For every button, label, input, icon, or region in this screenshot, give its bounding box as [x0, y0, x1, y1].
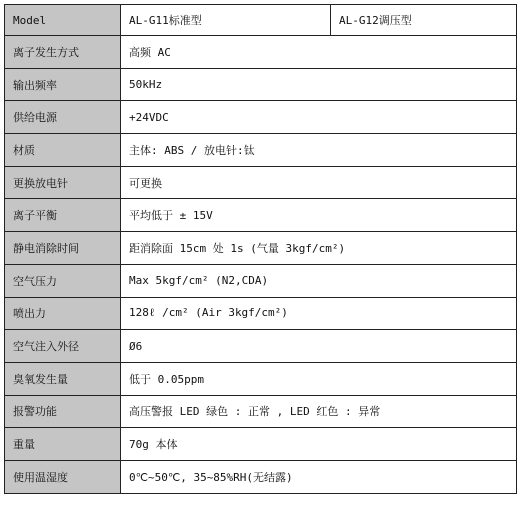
- row-value: 高频 AC: [121, 36, 517, 69]
- row-value: 0℃~50℃, 35~85%RH(无结露): [121, 460, 517, 493]
- row-label: 报警功能: [5, 395, 121, 428]
- table-row: [5, 68, 517, 101]
- row-value: Ø6: [121, 330, 517, 363]
- table-row: [5, 330, 517, 363]
- row-value: 70g 本体: [121, 428, 517, 461]
- row-value: 高压警报 LED 绿色 : 正常 , LED 红色 : 异常: [121, 395, 517, 428]
- row-value: 低于 0.05ppm: [121, 362, 517, 395]
- row-label: 离子平衡: [5, 199, 121, 232]
- row-label: 材质: [5, 134, 121, 167]
- row-value: +24VDC: [121, 101, 517, 134]
- table-row: [5, 166, 517, 199]
- model-al-g11-cell: AL-G11标准型: [121, 5, 331, 36]
- table-row: [5, 395, 517, 428]
- model-al-g12-cell: AL-G12调压型: [331, 5, 517, 36]
- row-label: 静电消除时间: [5, 232, 121, 265]
- row-value: 距消除面 15cm 处 1s (气量 3kgf/cm²): [121, 232, 517, 265]
- table-row: [5, 460, 517, 493]
- row-label: 重量: [5, 428, 121, 461]
- table-row: [5, 199, 517, 232]
- table-row: [5, 36, 517, 69]
- row-value: 50kHz: [121, 68, 517, 101]
- row-label: 离子发生方式: [5, 36, 121, 69]
- row-label: 喷出力: [5, 297, 121, 330]
- table-row: [5, 232, 517, 265]
- row-label: 空气压力: [5, 264, 121, 297]
- row-value: 可更换: [121, 166, 517, 199]
- row-value: Max 5kgf/cm² (N2,CDA): [121, 264, 517, 297]
- table-header-row: [5, 5, 517, 36]
- table-row: [5, 134, 517, 167]
- spec-table: [4, 4, 517, 494]
- row-label: 臭氧发生量: [5, 362, 121, 395]
- table-row: [5, 297, 517, 330]
- row-label: 使用温湿度: [5, 460, 121, 493]
- row-value: 128ℓ /cm² (Air 3kgf/cm²): [121, 297, 517, 330]
- table-row: [5, 264, 517, 297]
- row-value: 平均低于 ± 15V: [121, 199, 517, 232]
- row-label: 空气注入外径: [5, 330, 121, 363]
- row-label: 更换放电针: [5, 166, 121, 199]
- row-label: 供给电源: [5, 101, 121, 134]
- model-label-cell: Model: [5, 5, 121, 36]
- row-value: 主体: ABS / 放电针:钛: [121, 134, 517, 167]
- table-row: [5, 428, 517, 461]
- table-row: [5, 101, 517, 134]
- table-row: [5, 362, 517, 395]
- row-label: 输出频率: [5, 68, 121, 101]
